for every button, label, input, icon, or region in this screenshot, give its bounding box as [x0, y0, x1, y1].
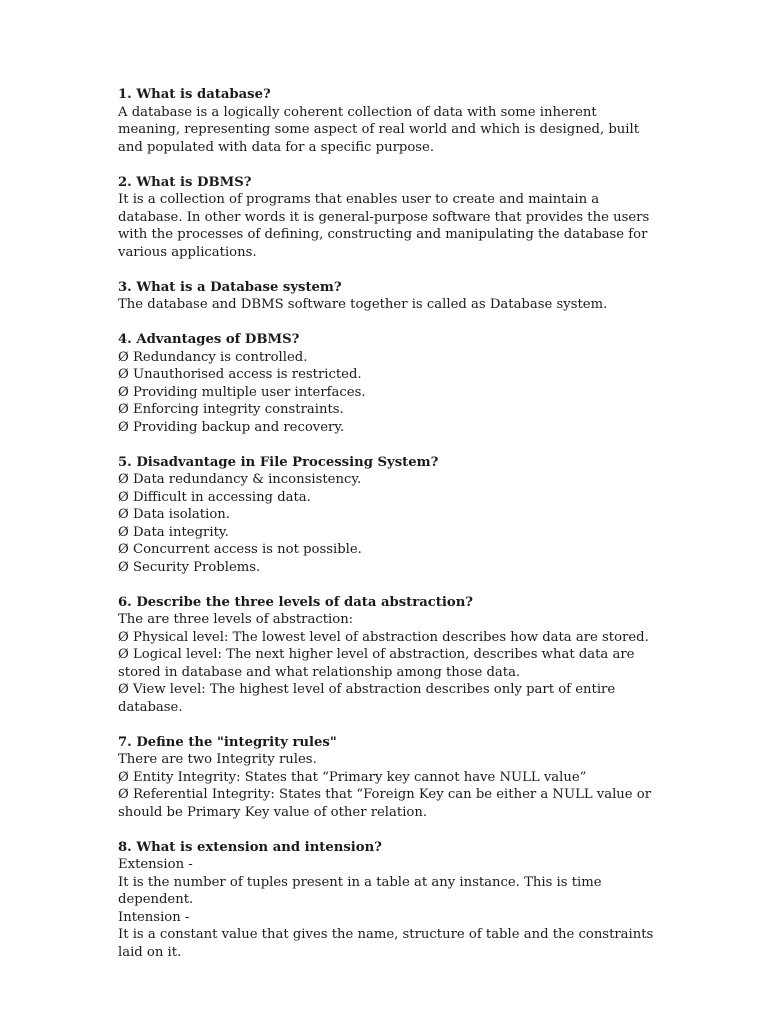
paragraph: It is the number of tuples present in a table at any instance. This is time dependent.: [118, 874, 602, 907]
list-item: Ø Enforcing integrity constraints.: [118, 402, 344, 417]
section-extension-intension: [118, 839, 658, 962]
list-item: Ø Physical level: The lowest level of abstraction describes how data are stored.: [118, 629, 649, 645]
section-heading: 6. Describe the three levels of data abstraction?: [118, 594, 474, 610]
section-heading: 5. Disadvantage in File Processing System?: [118, 454, 439, 470]
section-heading: 2. What is DBMS?: [118, 174, 252, 190]
paragraph: Intension -: [118, 909, 190, 925]
section-heading: 3. What is a Database system?: [118, 279, 342, 295]
section-integrity-rules: [118, 734, 658, 822]
list-item: Ø Entity Integrity: States that “Primary key cannot have NULL value”: [118, 769, 587, 785]
list-item: Ø View level: The highest level of abstraction describes only part of entire database.: [118, 682, 616, 715]
list-item: Ø Difficult in accessing data.: [118, 489, 311, 505]
section-heading: 4. Advantages of DBMS?: [118, 332, 300, 347]
list-item: Ø Redundancy is controlled.: [118, 349, 308, 365]
paragraph: A database is a logically coherent collection of data with some inherent meaning, representing some aspect of real world and which is designed, built and populated with data for a specific purpose.: [118, 104, 640, 155]
list-item: Ø Unauthorised access is restricted.: [118, 367, 362, 382]
section-what-is-database: [118, 86, 658, 156]
section-levels-of-abstraction: [118, 594, 658, 717]
section-file-processing-disadvantages: [118, 454, 658, 577]
list-item: Ø Referential Integrity: States that “Foreign Key can be either a NULL value or should be Primary Key value of other relation.: [118, 787, 652, 820]
section-heading: 7. Define the "integrity rules": [118, 734, 337, 750]
list-item: Ø Data redundancy & inconsistency.: [118, 472, 362, 487]
section-database-system: [118, 279, 658, 314]
paragraph: It is a collection of programs that enables user to create and maintain a database. In other words it is general-purpose software that provides the users with the processes of defining, constructing and manipulating the database for various applications.: [118, 192, 650, 260]
section-heading: 1. What is database?: [118, 87, 271, 102]
list-item: Ø Data integrity.: [118, 524, 229, 540]
section-heading: 8. What is extension and intension?: [118, 839, 382, 855]
paragraph: The database and DBMS software together is called as Database system.: [118, 297, 608, 312]
section-advantages-of-dbms: [118, 331, 658, 436]
list-item: Ø Data isolation.: [118, 507, 230, 522]
document-page: [118, 86, 658, 979]
list-item: Ø Providing multiple user interfaces.: [118, 384, 366, 400]
list-item: Ø Concurrent access is not possible.: [118, 542, 362, 557]
list-item: Ø Providing backup and recovery.: [118, 419, 345, 435]
paragraph: There are two Integrity rules.: [118, 752, 317, 767]
paragraph: It is a constant value that gives the name, structure of table and the constraints laid on it.: [118, 927, 654, 960]
paragraph: Extension -: [118, 857, 193, 872]
list-item: Ø Logical level: The next higher level of abstraction, describes what data are stored in database and what relationship among those data.: [118, 647, 635, 680]
paragraph: The are three levels of abstraction:: [118, 612, 354, 627]
section-what-is-dbms: [118, 174, 658, 262]
list-item: Ø Security Problems.: [118, 559, 261, 575]
